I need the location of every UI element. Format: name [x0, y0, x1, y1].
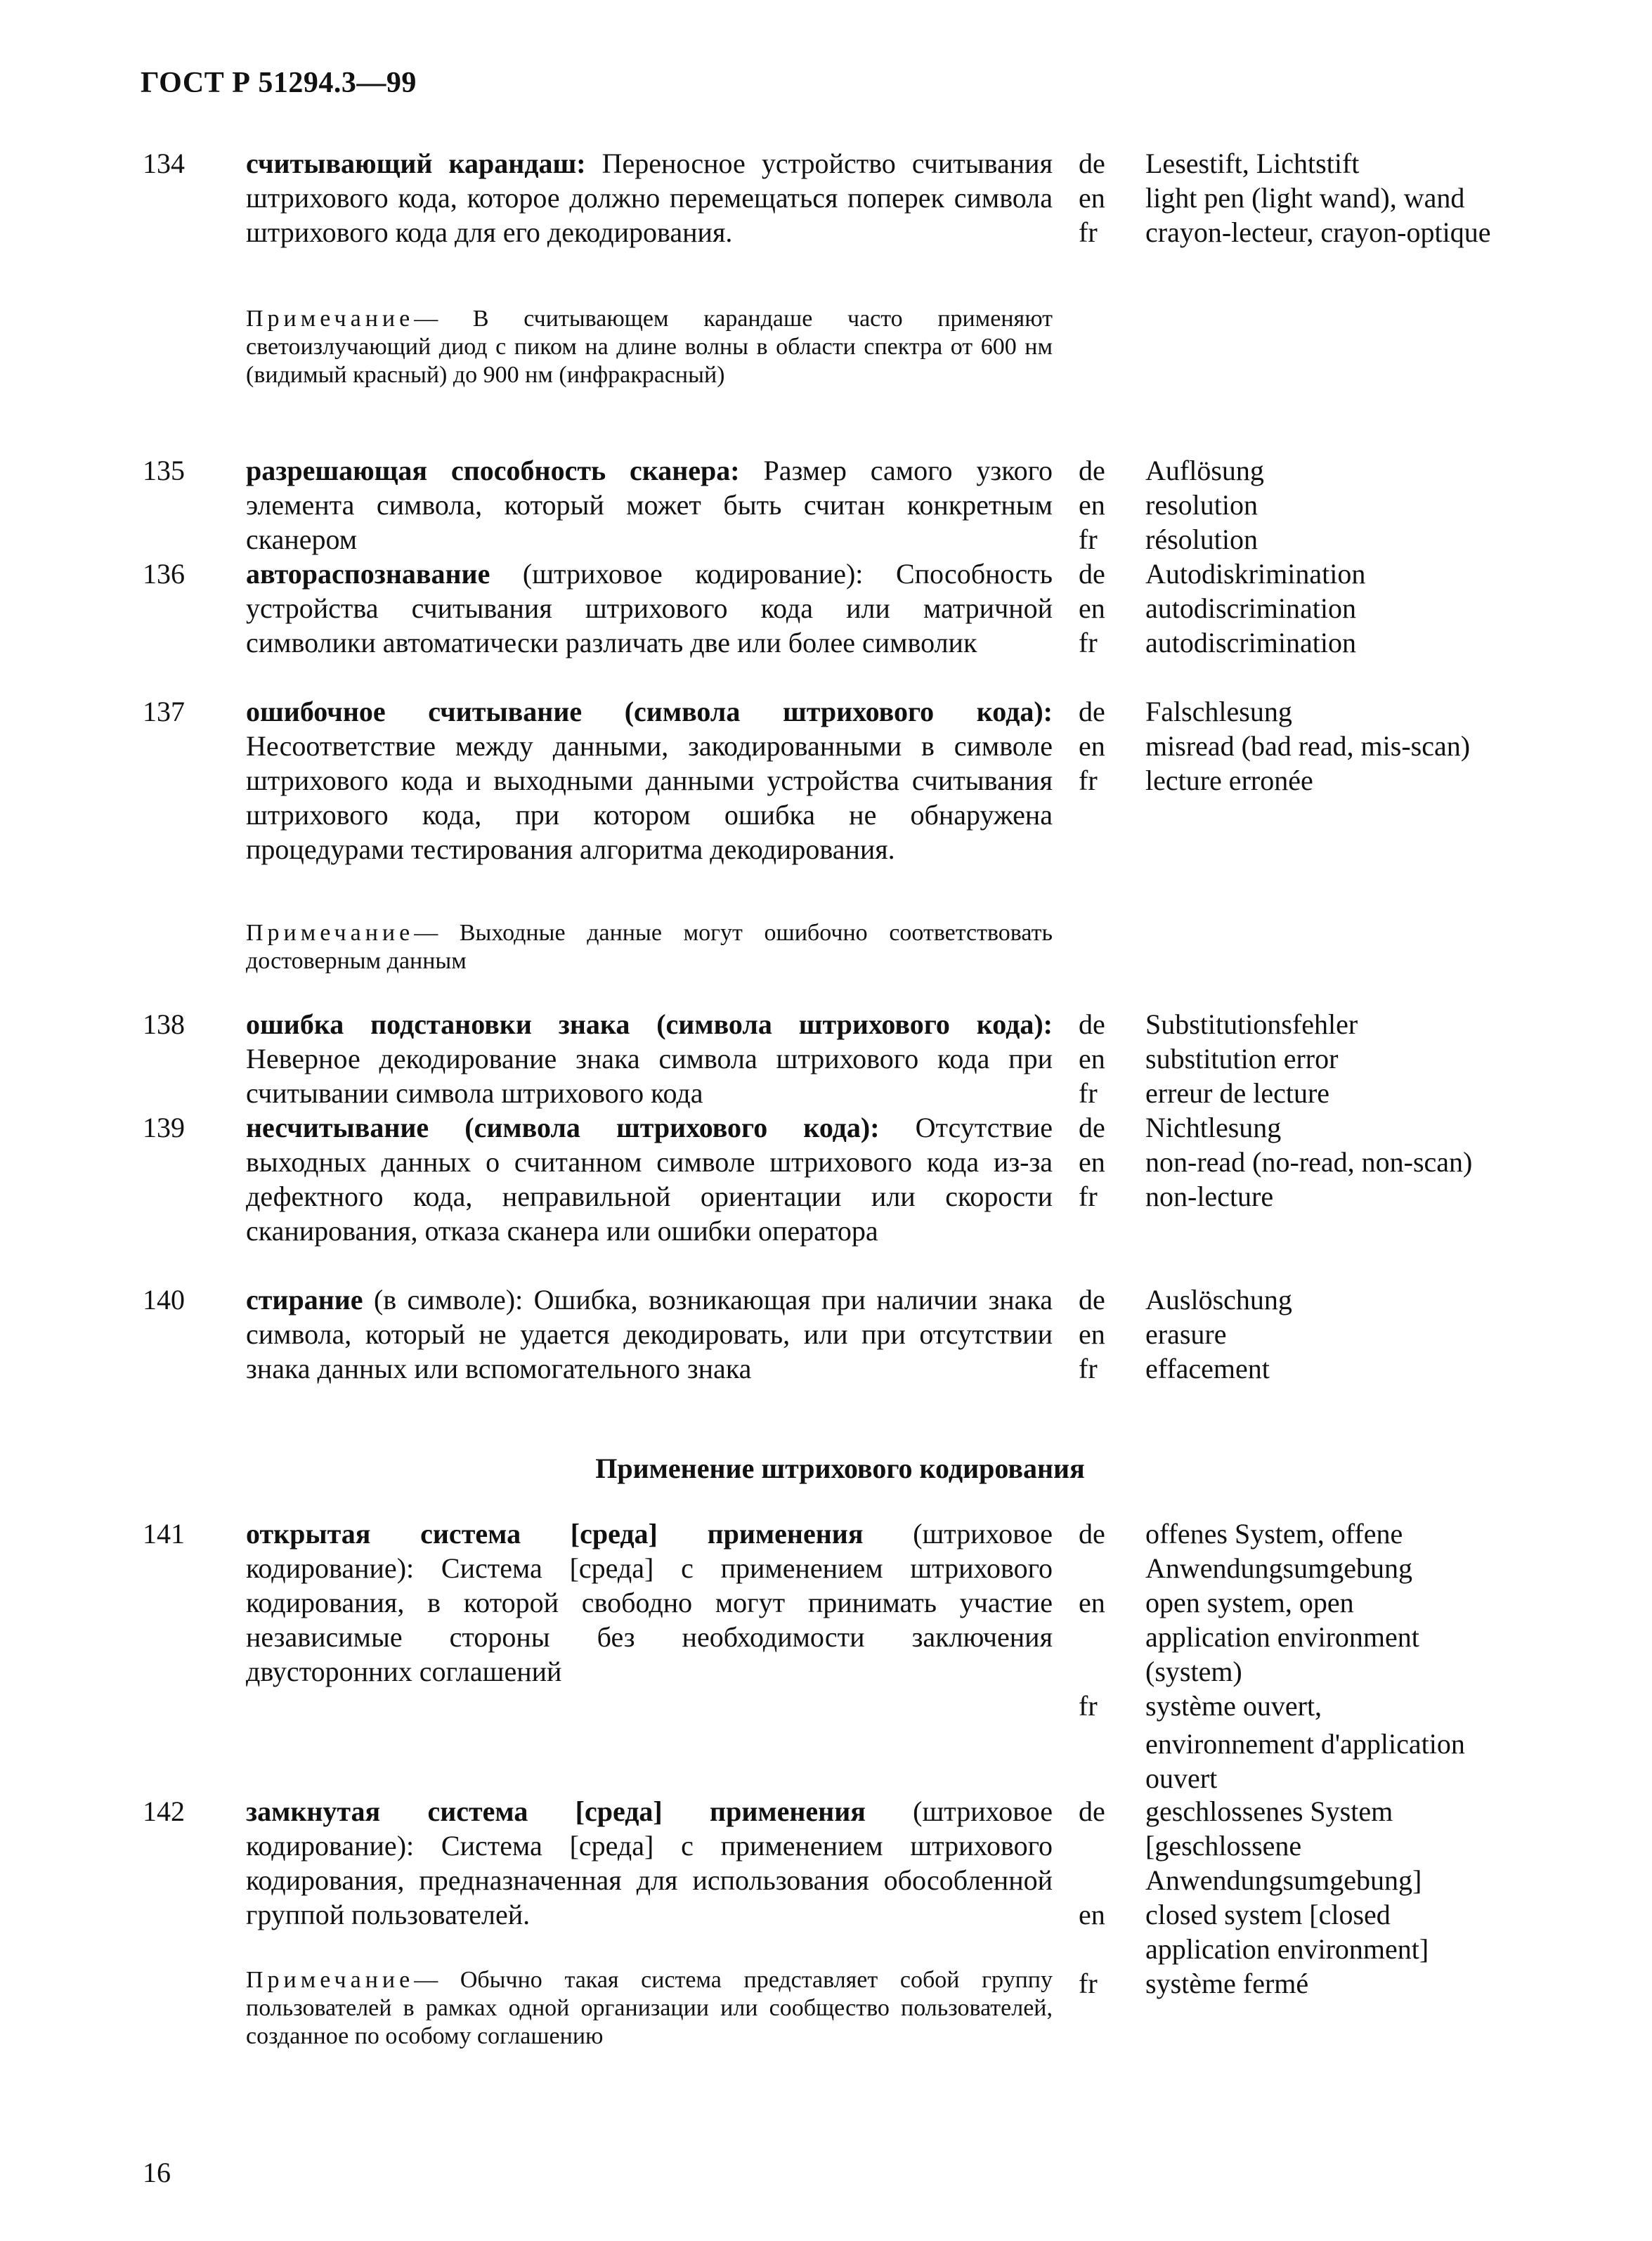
note-text: — Выходные данные могут ошибочно соответствовать достоверным данным [246, 920, 1053, 974]
lang-code: de [1079, 1008, 1105, 1040]
foreign-term: autodiscrimination [1145, 592, 1356, 624]
definition-text: Переносное устройство считывания штрихового кода, которое должно перемещаться поперек символа штрихового кода для его декодирования. [246, 148, 1053, 248]
note-label: Примечание [246, 920, 415, 946]
definition-text: Способность устройства считывания штрихового кода или матричной символики автоматически различать две или более символик [246, 558, 1053, 658]
foreign-term: non-read (no-read, non-scan) [1145, 1146, 1473, 1178]
term-number: 138 [143, 1008, 185, 1040]
lang-code: de [1079, 455, 1105, 486]
term-number: 139 [143, 1112, 185, 1143]
term-number: 141 [143, 1518, 185, 1550]
foreign-term: système ouvert, [1145, 1690, 1322, 1722]
foreign-term: offenes System, offene [1145, 1518, 1403, 1550]
term-qualifier: (штриховое кодирование): [522, 558, 864, 590]
lang-code: en [1079, 592, 1105, 624]
term-number: 137 [143, 696, 185, 727]
lang-code: de [1079, 1795, 1105, 1827]
foreign-term: crayon-lecteur, crayon-optique [1145, 216, 1491, 248]
lang-code: fr [1079, 1690, 1098, 1722]
foreign-term: misread (bad read, mis-scan) [1145, 730, 1471, 762]
foreign-term: effacement [1145, 1353, 1270, 1384]
term-name: ошибка подстановки знака (символа штрихового кода): [246, 1008, 1053, 1040]
term-qualifier: (в символе): [373, 1284, 523, 1316]
lang-code: fr [1079, 524, 1098, 555]
foreign-term-cont: environnement d'application [1145, 1728, 1465, 1760]
term-definition [246, 694, 1053, 866]
term-number: 140 [143, 1284, 185, 1316]
foreign-term: Auflösung [1145, 455, 1264, 486]
lang-code: de [1079, 558, 1105, 590]
note-text: — Обычно такая система представляет собой группу пользователей в рамках одной организации или сообщество пользователей, созданное по особому соглашению [246, 1967, 1053, 2049]
term-name: разрешающая способность сканера: [246, 455, 740, 486]
foreign-term: light pen (light wand), wand [1145, 182, 1465, 214]
term-definition [246, 1794, 1053, 1932]
page-number: 16 [143, 2157, 171, 2188]
term-name: автораспознавание [246, 558, 490, 590]
term-name: несчитывание (символа штрихового кода): [246, 1112, 880, 1143]
term-name: открытая система [среда] применения [246, 1518, 864, 1550]
term-definition [246, 1282, 1053, 1386]
term-name: замкнутая система [среда] применения [246, 1795, 866, 1827]
foreign-term: closed system [closed [1145, 1899, 1391, 1930]
foreign-term: système fermé [1145, 1968, 1309, 1999]
lang-code: en [1079, 1043, 1105, 1074]
lang-code: de [1079, 1518, 1105, 1550]
foreign-term-cont: application environment] [1145, 1933, 1429, 1965]
term-definition [246, 1516, 1053, 1689]
term-note [246, 919, 1053, 975]
foreign-term: résolution [1145, 524, 1258, 555]
term-number: 136 [143, 558, 185, 590]
term-name: стирание [246, 1284, 363, 1316]
term-number: 135 [143, 455, 185, 486]
lang-code: de [1079, 148, 1105, 179]
foreign-term: erasure [1145, 1318, 1227, 1350]
lang-code: en [1079, 1587, 1105, 1618]
foreign-term: non-lecture [1145, 1181, 1274, 1212]
term-number: 142 [143, 1795, 185, 1827]
lang-code: fr [1079, 627, 1098, 658]
lang-code: fr [1079, 1968, 1098, 1999]
lang-code: en [1079, 489, 1105, 521]
foreign-term: substitution error [1145, 1043, 1339, 1074]
term-definition [246, 557, 1053, 660]
lang-code: fr [1079, 1077, 1098, 1109]
foreign-term-cont: application environment [1145, 1621, 1419, 1653]
definition-text: Размер самого узкого элемента символа, который может быть считан конкретным сканером [246, 455, 1053, 555]
definition-text: Система [среда] с применением штрихового кодирования, в которой свободно могут принимать участие независимые стороны без необходимости заключения двусторонних соглашений [246, 1552, 1053, 1687]
foreign-term: Auslöschung [1145, 1284, 1292, 1316]
definition-text: Отсутствие выходных данных о считанном символе штрихового кода из-за дефектного кода, неправильной ориентации или скорости сканирования, отказа сканера или ошибки оператора [246, 1112, 1053, 1247]
note-text: — В считывающем карандаше часто применяют светоизлучающий диод с пиком на длине волны в области спектра от 600 нм (видимый красный) до 900 нм (инфракрасный) [246, 306, 1053, 388]
term-name: ошибочное считывание (символа штрихового кода): [246, 696, 1053, 727]
term-definition [246, 453, 1053, 557]
foreign-term: geschlossenes System [1145, 1795, 1393, 1827]
note-label: Примечание [246, 306, 415, 332]
foreign-term-cont: Anwendungsumgebung [1145, 1552, 1412, 1584]
definition-text: Ошибка, возникающая при наличии знака символа, который не удается декодировать, или при отсутствии знака данных или вспомогательного знака [246, 1284, 1053, 1384]
foreign-term-cont: Anwendungsumgebung] [1145, 1864, 1422, 1896]
lang-code: fr [1079, 1353, 1098, 1384]
foreign-term-cont: ouvert [1145, 1762, 1218, 1794]
lang-code: en [1079, 1318, 1105, 1350]
definition-text: Система [среда] с применением штрихового кодирования, предназначенная для использования обособленной группой пользователей. [246, 1830, 1053, 1930]
term-note [246, 1966, 1053, 2051]
foreign-term-cont: [geschlossene [1145, 1830, 1302, 1862]
foreign-term: erreur de lecture [1145, 1077, 1330, 1109]
foreign-term: open system, open [1145, 1587, 1354, 1618]
section-title: Применение штрихового кодирования [595, 1453, 1085, 1484]
foreign-term: Falschlesung [1145, 696, 1292, 727]
lang-code: fr [1079, 216, 1098, 248]
lang-code: en [1079, 1146, 1105, 1178]
document-code: ГОСТ Р 51294.3—99 [141, 67, 417, 99]
lang-code: de [1079, 1284, 1105, 1316]
lang-code: fr [1079, 765, 1098, 796]
foreign-term: autodiscrimination [1145, 627, 1356, 658]
foreign-term: lecture erronée [1145, 765, 1313, 796]
term-number: 134 [143, 148, 185, 179]
foreign-term: Nichtlesung [1145, 1112, 1282, 1143]
term-name: считывающий карандаш: [246, 148, 586, 179]
term-definition [246, 146, 1053, 249]
foreign-term: resolution [1145, 489, 1258, 521]
foreign-term: Autodiskrimination [1145, 558, 1366, 590]
term-qualifier: (штриховое кодирование): [246, 1518, 1053, 1584]
lang-code: en [1079, 730, 1105, 762]
definition-text: Неверное декодирование знака символа штрихового кода при считывании символа штрихового кода [246, 1043, 1053, 1109]
lang-code: en [1079, 1899, 1105, 1930]
lang-code: en [1079, 182, 1105, 214]
note-label: Примечание [246, 1967, 415, 1993]
foreign-term-cont: (system) [1145, 1656, 1242, 1687]
term-definition [246, 1007, 1053, 1110]
lang-code: fr [1079, 1181, 1098, 1212]
foreign-term: Lesestift, Lichtstift [1145, 148, 1360, 179]
term-note [246, 305, 1053, 389]
lang-code: de [1079, 1112, 1105, 1143]
lang-code: de [1079, 696, 1105, 727]
term-definition [246, 1110, 1053, 1248]
foreign-term: Substitutionsfehler [1145, 1008, 1358, 1040]
definition-text: Несоответствие между данными, закодированными в символе штрихового кода и выходными данными устройства считывания штрихового кода, при котором ошибка не обнаружена процедурами тестирования алгоритма декодирования. [246, 730, 1053, 865]
term-qualifier: (штриховое кодирование): [246, 1795, 1053, 1862]
